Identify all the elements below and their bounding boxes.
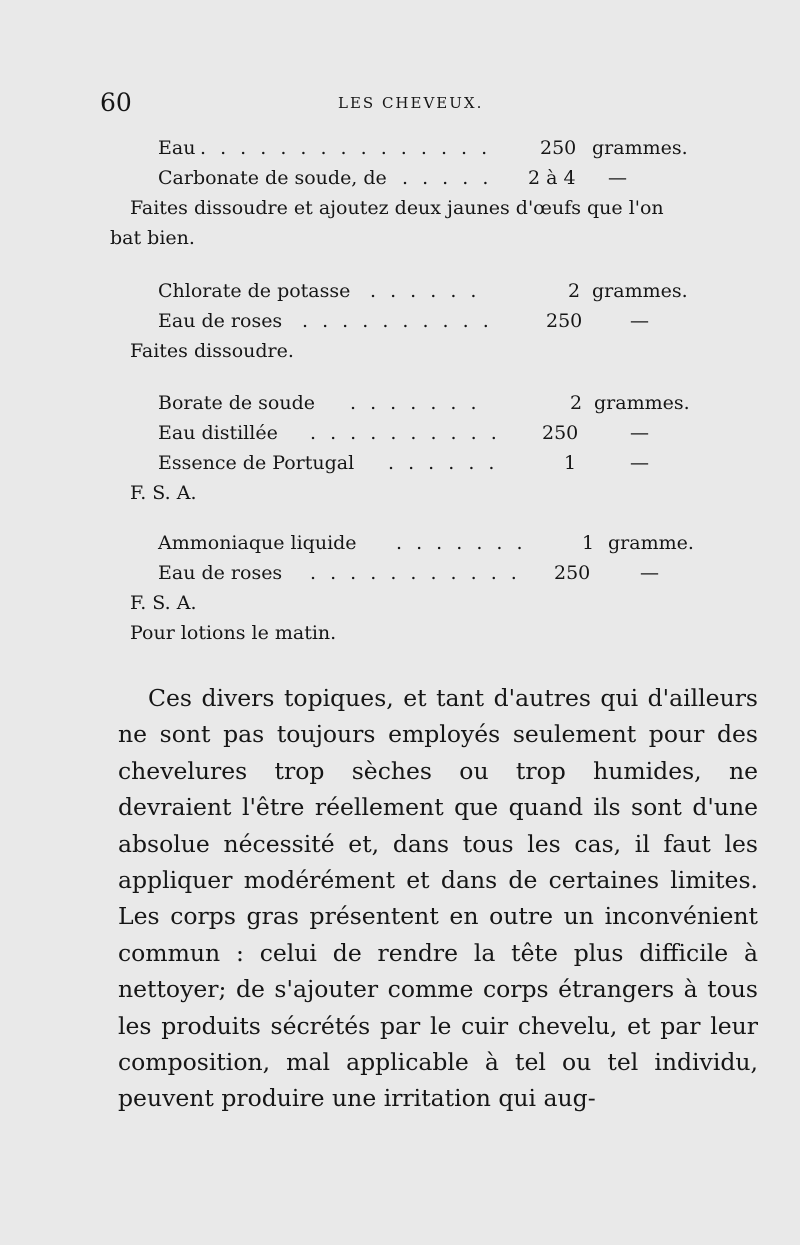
ingredient-name: Eau de roses bbox=[158, 562, 283, 584]
ingredient-quantity: 250 bbox=[546, 310, 583, 332]
ingredient-quantity: 2 bbox=[568, 280, 581, 302]
ingredient-quantity: 1 bbox=[564, 452, 577, 474]
leader-dots: . . . . . . bbox=[388, 452, 499, 474]
recipe-2 bbox=[130, 276, 710, 366]
ingredient-row bbox=[130, 558, 710, 588]
page-number: 60 bbox=[100, 88, 132, 117]
ingredient-row bbox=[130, 448, 710, 478]
ingredient-unit: — bbox=[608, 167, 627, 189]
leader-dots: . . . . . . . . . . bbox=[302, 310, 493, 332]
ingredient-name: Chlorate de potasse bbox=[158, 280, 351, 302]
leader-dots: . . . . . . . . . . . . . . . bbox=[200, 137, 492, 159]
recipe-instruction: Pour lotions le matin. bbox=[130, 622, 337, 644]
ingredient-quantity: 2 bbox=[570, 392, 583, 414]
ingredient-unit: — bbox=[630, 452, 649, 474]
ingredient-quantity: 2 à 4 bbox=[528, 167, 576, 189]
leader-dots: . . . . . bbox=[402, 167, 493, 189]
ingredient-quantity: 250 bbox=[542, 422, 579, 444]
ingredient-name: Eau bbox=[158, 137, 196, 159]
recipe-instruction: Faites dissoudre et ajoutez deux jaunes d'œufs que l'on bbox=[130, 197, 664, 219]
recipe-instruction: Faites dissoudre. bbox=[130, 340, 294, 362]
ingredient-unit: gramme. bbox=[608, 532, 694, 554]
ingredient-name: Eau de roses bbox=[158, 310, 283, 332]
ingredient-unit: — bbox=[640, 562, 659, 584]
recipe-instruction: F. S. A. bbox=[130, 592, 197, 614]
ingredient-quantity: 250 bbox=[540, 137, 577, 159]
ingredient-row bbox=[130, 306, 710, 336]
ingredient-name: Borate de soude bbox=[158, 392, 316, 414]
leader-dots: . . . . . . . bbox=[396, 532, 527, 554]
ingredient-name: Ammoniaque liquide bbox=[158, 532, 357, 554]
ingredient-quantity: 1 bbox=[582, 532, 595, 554]
recipe-1 bbox=[110, 133, 710, 253]
recipe-instruction: F. S. A. bbox=[130, 482, 197, 504]
ingredient-row bbox=[130, 163, 710, 193]
recipe-3 bbox=[130, 388, 710, 508]
ingredient-quantity: 250 bbox=[554, 562, 591, 584]
ingredient-unit: — bbox=[630, 422, 649, 444]
ingredient-unit: grammes. bbox=[592, 280, 688, 302]
recipe-instruction: bat bien. bbox=[110, 227, 195, 249]
ingredient-name: Eau distillée bbox=[158, 422, 278, 444]
ingredient-name: Carbonate de soude, de bbox=[158, 167, 387, 189]
ingredient-name: Essence de Portugal bbox=[158, 452, 355, 474]
leader-dots: . . . . . . bbox=[370, 280, 481, 302]
leader-dots: . . . . . . . bbox=[350, 392, 481, 414]
ingredient-row bbox=[130, 133, 710, 163]
body-paragraph: Ces divers topiques, et tant d'autres qui d'ailleurs ne sont pas toujours employés seulement pour des chevelures trop sèches ou trop humides, ne devraient l'être réellement que quand ils sont d'une absolue nécessité et, dans tous les cas, il faut les appliquer modérément et dans de certaines limites. Les corps gras présentent en outre un inconvénient commun : celui de rendre la tête plus difficile à nettoyer; de s'ajouter comme corps étrangers à tous les produits sécrétés par le cuir chevelu, et par leur composition, mal applicable à tel ou tel individu, peuvent produire une irritation qui aug- bbox=[118, 684, 758, 1113]
page-header bbox=[100, 88, 660, 118]
ingredient-row bbox=[130, 418, 710, 448]
ingredient-unit: — bbox=[630, 310, 649, 332]
leader-dots: . . . . . . . . . . . bbox=[310, 562, 521, 584]
ingredient-row bbox=[130, 388, 710, 418]
ingredient-row bbox=[130, 528, 710, 558]
ingredient-unit: grammes. bbox=[592, 137, 688, 159]
ingredient-unit: grammes. bbox=[594, 392, 690, 414]
leader-dots: . . . . . . . . . . bbox=[310, 422, 501, 444]
recipe-4 bbox=[130, 528, 710, 648]
running-head: LES CHEVEUX. bbox=[338, 94, 484, 112]
ingredient-row bbox=[130, 276, 710, 306]
